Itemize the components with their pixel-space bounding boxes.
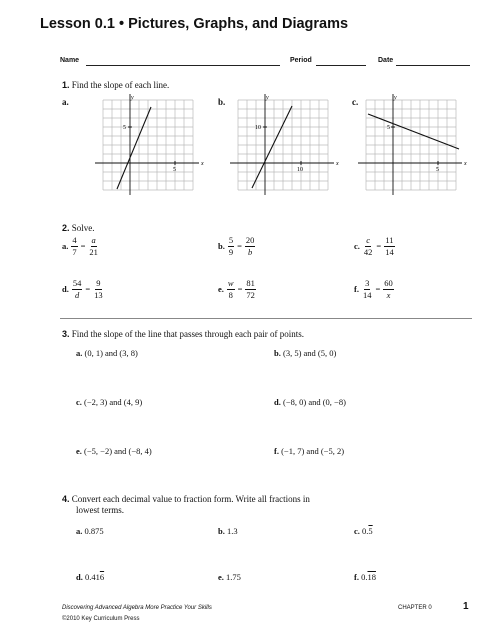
graph-a-label: a. (62, 97, 69, 107)
graph-a (95, 92, 210, 197)
name-field[interactable] (86, 57, 280, 66)
graph-c (358, 92, 473, 197)
period-label: Period (290, 57, 312, 64)
decimal-d: d. 0.416 (76, 572, 105, 582)
x-tick-label: 10 (297, 167, 303, 173)
page-title: Lesson 0.1 • Pictures, Graphs, and Diagrams (40, 16, 349, 32)
graph-b (230, 92, 345, 197)
graph-b-label: b. (218, 97, 226, 107)
point-pair-c: c. (−2, 3) and (4, 9) (76, 397, 143, 407)
question-4 (62, 494, 310, 504)
graph-c-grid (366, 100, 456, 190)
question-text-continued: lowest terms. (76, 505, 124, 515)
question-number: 3. (62, 329, 70, 339)
question-number: 2. (62, 223, 70, 233)
y-axis-label: y (266, 95, 269, 101)
name-label: Name (60, 57, 80, 64)
page-number: 1 (463, 601, 469, 612)
proportion-a: a. $\frac{4}{7}$ = $\frac{a}{21}$ (62, 235, 98, 257)
x-tick-label: 5 (173, 167, 176, 173)
y-tick-label: 5 (123, 125, 126, 131)
footer-copyright: ©2010 Key Curriculum Press (62, 616, 140, 622)
graph-a-line (117, 107, 151, 189)
decimal-b: b. 1.3 (218, 526, 238, 536)
decimal-e: e. 1.75 (218, 572, 241, 582)
graph-c-label: c. (352, 97, 359, 107)
x-tick-label: 5 (436, 167, 439, 173)
question-text: Solve. (71, 223, 95, 233)
point-pair-a: a. (0, 1) and (3, 8) (76, 348, 138, 358)
question-text: Find the slope of the line that passes through each pair of points. (71, 329, 304, 339)
decimal-c: c. 0.5 (354, 526, 373, 536)
decimal-f: f. 0.18 (354, 572, 376, 582)
proportion-e: e. $\frac{w}{8}$ = $\frac{81}{72}$ (218, 278, 255, 300)
question-3 (62, 329, 304, 339)
y-tick-label: 10 (255, 125, 261, 131)
point-pair-d: d. (−8, 0) and (0, −8) (274, 397, 346, 407)
question-number: 1. (62, 80, 70, 90)
period-field[interactable] (316, 57, 366, 66)
proportion-c: c. $\frac{c}{42}$ = $\frac{11}{14}$ (354, 235, 394, 257)
y-axis-label: y (394, 95, 397, 101)
x-axis-label: x (201, 161, 204, 167)
y-tick-label: 5 (387, 125, 390, 131)
question-2 (62, 223, 95, 233)
date-label: Date (378, 57, 394, 64)
y-axis-label: y (131, 95, 134, 101)
point-pair-b: b. (3, 5) and (5, 0) (274, 348, 337, 358)
decimal-a: a. 0.875 (76, 526, 104, 536)
x-axis-label: x (336, 161, 339, 167)
point-pair-f: f. (−1, 7) and (−5, 2) (274, 446, 345, 456)
proportion-f: f. $\frac{3}{14}$ = $\frac{60}{x}$ (354, 278, 393, 300)
footer-book-title: Discovering Advanced Algebra More Practice Your Skills (62, 605, 212, 611)
point-pair-e: e. (−5, −2) and (−8, 4) (76, 446, 152, 456)
proportion-d: d. $\frac{54}{d}$ = $\frac{9}{13}$ (62, 278, 103, 300)
footer-chapter: CHAPTER 0 (398, 605, 432, 611)
proportion-b: b. $\frac{5}{9}$ = $\frac{20}{b}$ (218, 235, 255, 257)
question-text: Convert each decimal value to fraction form. Write all fractions in (71, 494, 310, 504)
graph-c-line (368, 114, 459, 149)
section-divider (60, 318, 472, 319)
date-field[interactable] (396, 57, 470, 66)
question-1 (62, 80, 169, 90)
question-number: 4. (62, 494, 70, 504)
graph-b-grid (238, 100, 328, 190)
question-text: Find the slope of each line. (71, 80, 170, 90)
x-axis-label: x (464, 161, 467, 167)
